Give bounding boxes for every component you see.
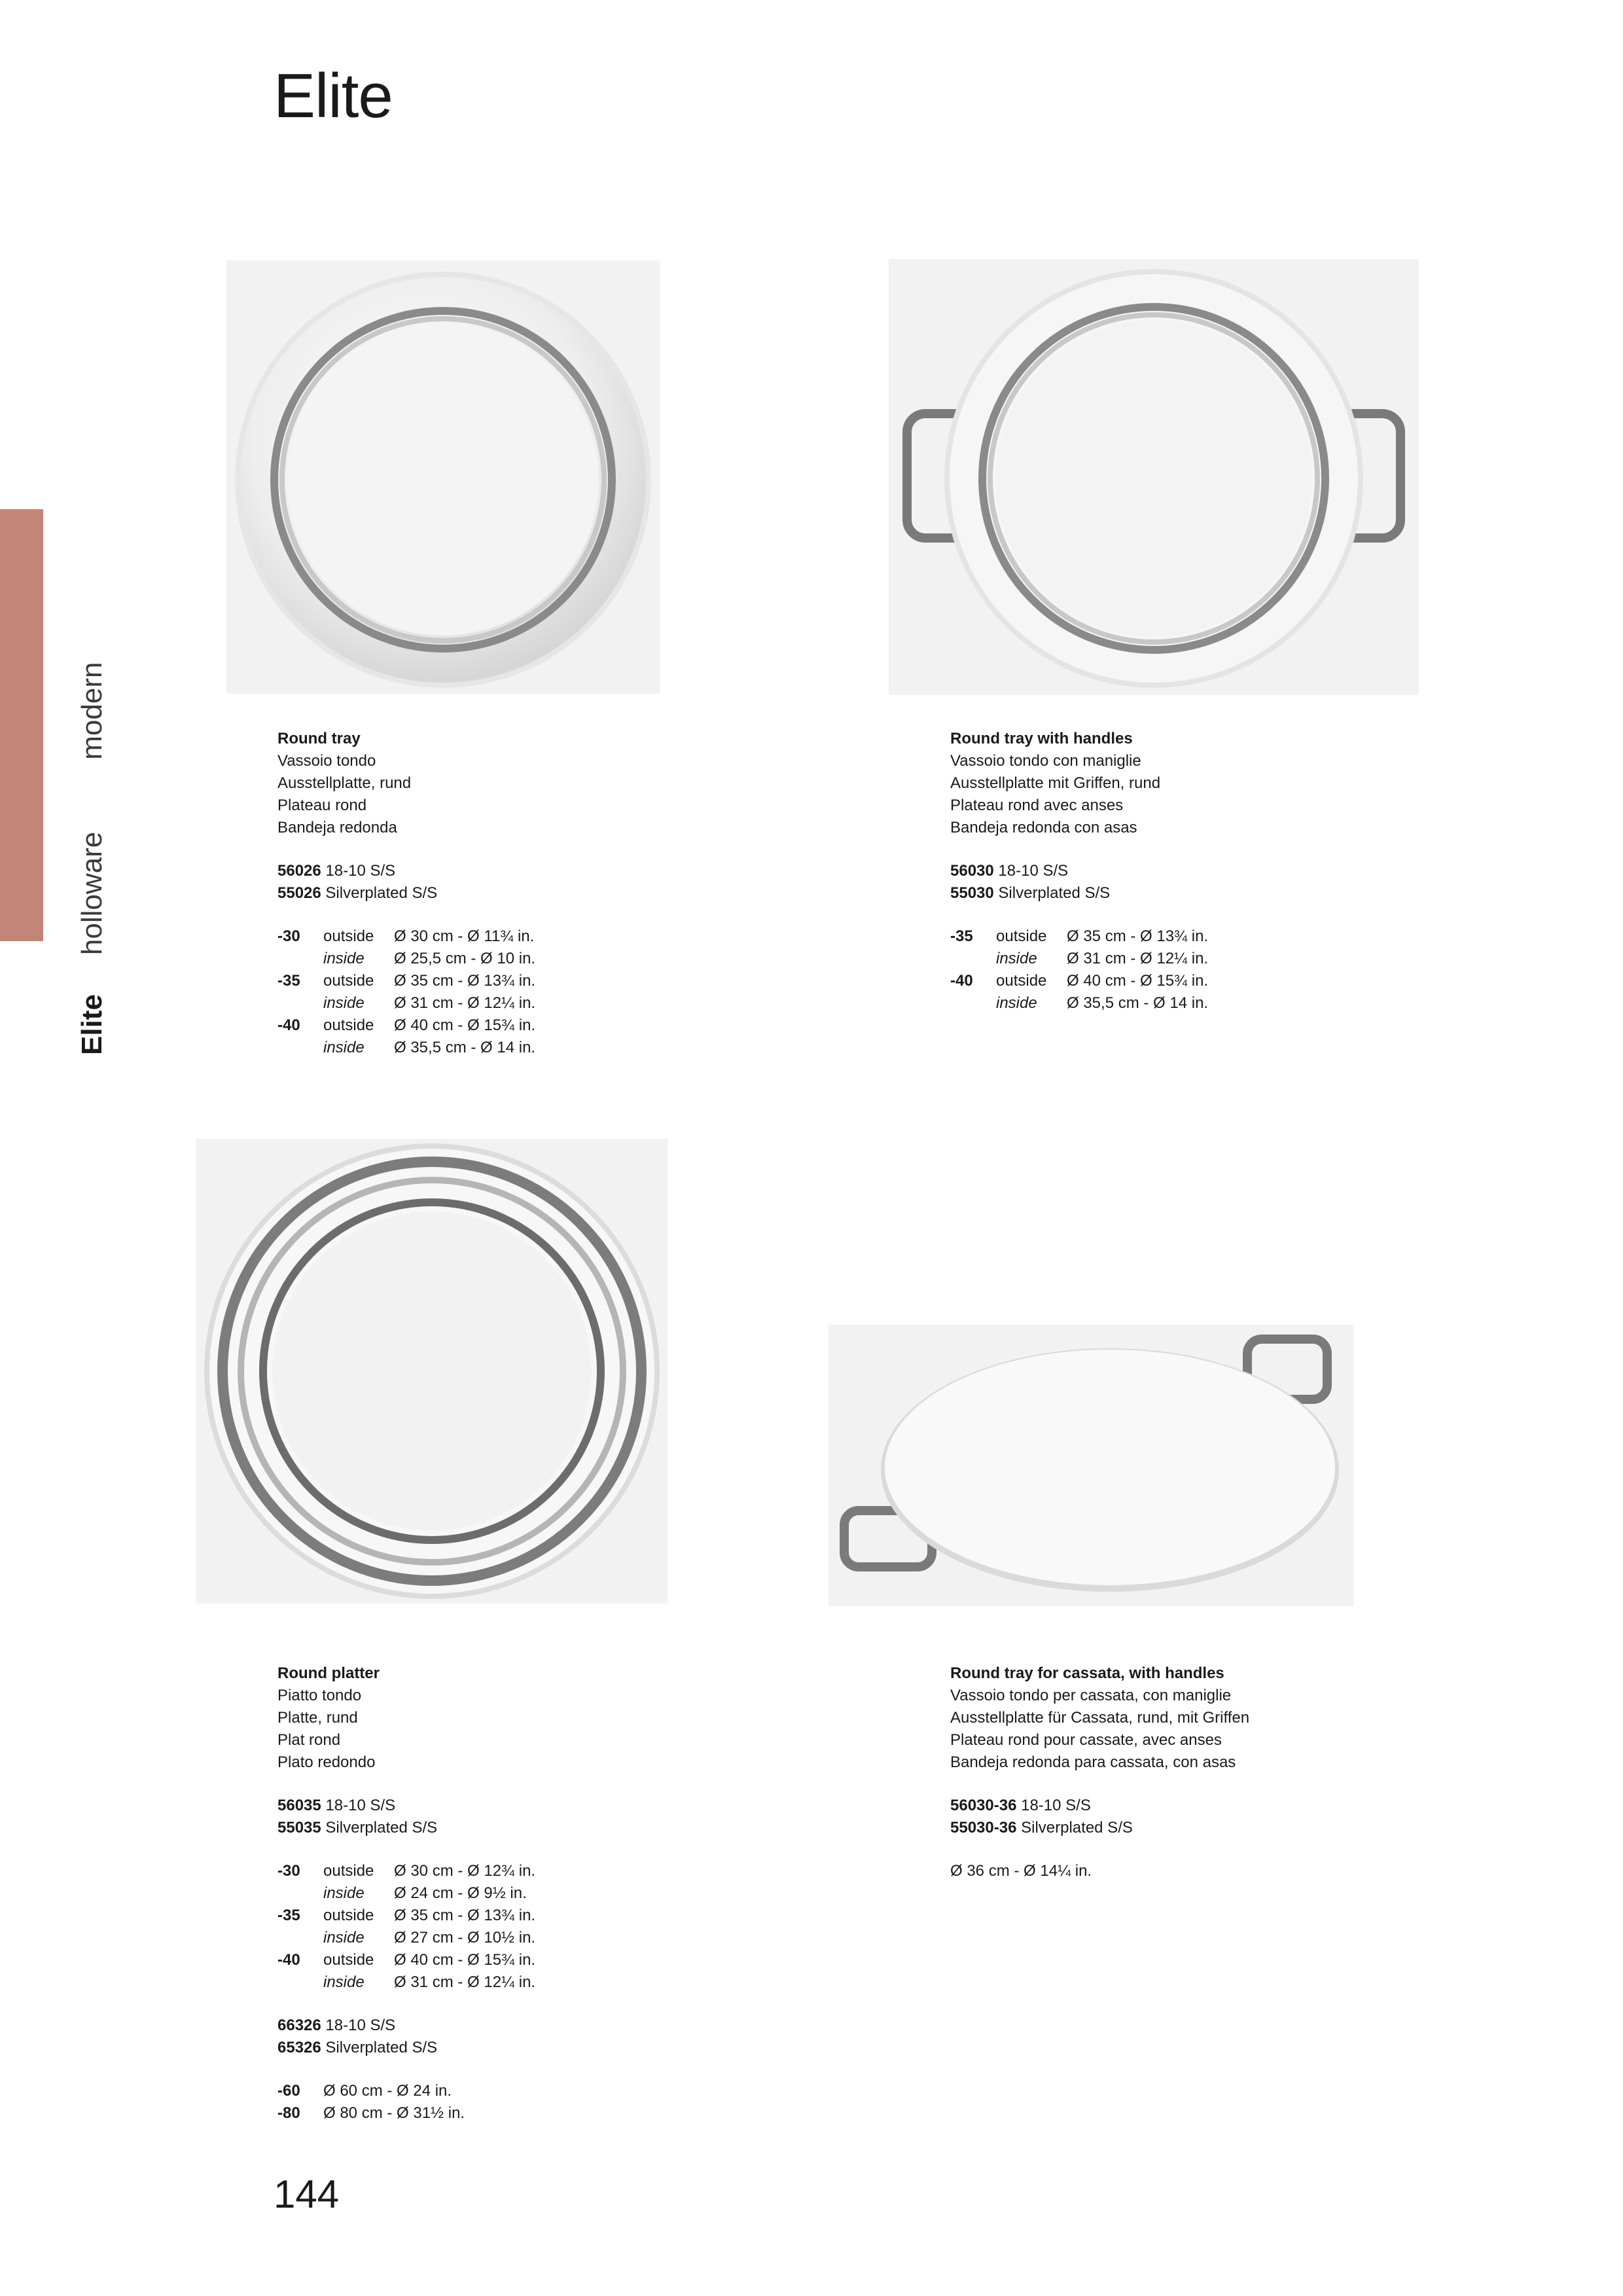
size-dims: Ø 24 cm - Ø 9½ in.	[394, 1884, 527, 1902]
product-translation: Ausstellplatte mit Griffen, rund	[950, 774, 1161, 792]
product-code-line	[277, 860, 535, 882]
size-code: -40	[277, 1951, 300, 1969]
size-label: inside	[323, 1039, 365, 1056]
size-row	[277, 992, 535, 1014]
size-dims: Ø 30 cm - Ø 12¾ in.	[394, 1862, 536, 1880]
side-nav-style[interactable]: modern	[76, 662, 108, 760]
product-translation: Plat rond	[277, 1731, 341, 1749]
product-translation: Piatto tondo	[277, 1687, 362, 1704]
size-label: inside	[323, 994, 365, 1012]
product-code-line	[950, 860, 1208, 882]
size-dims: Ø 31 cm - Ø 12¼ in.	[394, 1973, 536, 1991]
size-label: outside	[323, 1862, 374, 1880]
product-translation: Plato redondo	[277, 1753, 376, 1771]
product-material: 18-10 S/S	[325, 2017, 396, 2034]
product-material: 18-10 S/S	[1021, 1797, 1091, 1814]
product-material: Silverplated S/S	[325, 1819, 438, 1837]
product-translation: Plateau rond avec anses	[950, 797, 1124, 814]
size-dims: Ø 30 cm - Ø 11¾ in.	[394, 927, 535, 945]
size-label: outside	[996, 927, 1047, 945]
size-code: -30	[277, 927, 300, 945]
size-dims: Ø 35 cm - Ø 13¾ in.	[1067, 927, 1209, 945]
size-label: outside	[323, 927, 374, 945]
size-code: -35	[277, 1907, 300, 1924]
size-code: -40	[950, 972, 973, 990]
size-row	[277, 1014, 535, 1037]
cassata-tray-info	[950, 1662, 1249, 1882]
size-code	[277, 1971, 323, 1994]
size-label: inside	[323, 1884, 365, 1902]
size-table	[277, 1860, 535, 1994]
size-row	[950, 925, 1208, 948]
round-tray-info	[277, 728, 535, 1059]
side-nav-category[interactable]: holloware	[76, 831, 108, 956]
size-code: -30	[277, 1862, 300, 1880]
size-code	[277, 1882, 323, 1905]
product-code-line	[950, 882, 1208, 905]
round-tray-with-handles-info	[950, 728, 1208, 1014]
size-row	[950, 948, 1208, 970]
product-code-line	[277, 2037, 535, 2059]
size-row	[950, 970, 1208, 992]
size-label: outside	[323, 1951, 374, 1969]
size-table-large	[277, 2080, 465, 2125]
product-code: 56030	[950, 862, 994, 880]
product-code: 56026	[277, 862, 321, 880]
product-code: 55035	[277, 1819, 321, 1837]
product-name: Round platter	[277, 1664, 380, 1682]
size-row	[277, 1860, 535, 1882]
size-dims: Ø 60 cm - Ø 24 in.	[323, 2082, 452, 2100]
product-name: Round tray with handles	[950, 730, 1133, 747]
size-dims: Ø 40 cm - Ø 15¾ in.	[1067, 972, 1209, 990]
size-row	[277, 1971, 535, 1994]
size-dims: Ø 40 cm - Ø 15¾ in.	[394, 1016, 536, 1034]
product-code: 55030	[950, 884, 994, 902]
round-tray-with-handles-photo	[889, 259, 1419, 695]
size-row	[277, 1882, 535, 1905]
product-translation: Bandeja redonda para cassata, con asas	[950, 1753, 1236, 1771]
size-dims: Ø 35,5 cm - Ø 14 in.	[1067, 994, 1209, 1012]
product-material: Silverplated S/S	[325, 2039, 438, 2056]
product-code-line	[950, 1817, 1249, 1839]
product-name: Round tray for cassata, with handles	[950, 1664, 1224, 1682]
size-label: outside	[996, 972, 1047, 990]
size-code: -80	[277, 2104, 300, 2122]
product-code: 55030-36	[950, 1819, 1017, 1837]
product-code-line	[950, 1795, 1249, 1817]
size-row	[950, 992, 1208, 1014]
product-code: 55026	[277, 884, 321, 902]
size-row	[277, 1949, 535, 1971]
size-dims: Ø 27 cm - Ø 10½ in.	[394, 1929, 536, 1946]
size-dims: Ø 25,5 cm - Ø 10 in.	[394, 950, 536, 967]
product-code-line	[277, 1795, 535, 1817]
size-code	[277, 948, 323, 970]
product-material: Silverplated S/S	[998, 884, 1111, 902]
product-material: 18-10 S/S	[325, 1797, 396, 1814]
product-translation: Plateau rond	[277, 797, 367, 814]
product-code: 56030-36	[950, 1797, 1017, 1814]
size-row	[277, 925, 535, 948]
size-row	[277, 1927, 535, 1949]
round-tray-photo	[226, 260, 660, 694]
size-code	[950, 992, 996, 1014]
size-label: outside	[323, 1016, 374, 1034]
product-translation: Ausstellplatte für Cassata, rund, mit Griffen	[950, 1709, 1250, 1727]
cassata-tray-photo	[829, 1325, 1353, 1606]
page-number: 144	[274, 2172, 340, 2216]
product-material: 18-10 S/S	[325, 862, 396, 880]
size-code: -35	[277, 972, 300, 990]
size-code: -60	[277, 2082, 300, 2100]
size-dims: Ø 35 cm - Ø 13¾ in.	[394, 1907, 536, 1924]
size-code	[950, 948, 996, 970]
product-code-line	[277, 1817, 535, 1839]
size-dims: Ø 35 cm - Ø 13¾ in.	[394, 972, 536, 990]
product-code-line	[277, 882, 535, 905]
size-dims: Ø 31 cm - Ø 12¼ in.	[394, 994, 536, 1012]
size-dims: Ø 80 cm - Ø 31½ in.	[323, 2104, 465, 2122]
size-code: -35	[950, 927, 973, 945]
product-translation: Vassoio tondo con maniglie	[950, 752, 1141, 770]
size-row	[277, 948, 535, 970]
product-translation: Bandeja redonda con asas	[950, 819, 1137, 836]
product-code-line	[277, 2015, 535, 2037]
round-platter-info	[277, 1662, 535, 2125]
size-code	[277, 1927, 323, 1949]
size-label: inside	[996, 994, 1037, 1012]
product-translation: Plateau rond pour cassate, avec anses	[950, 1731, 1222, 1749]
size-label: inside	[323, 950, 365, 967]
size-code	[277, 992, 323, 1014]
page-title: Elite	[274, 61, 393, 131]
size-label: inside	[996, 950, 1037, 967]
section-accent-bar	[0, 509, 43, 941]
size-label: inside	[323, 1973, 365, 1991]
side-nav-section[interactable]: Elite	[76, 994, 108, 1055]
size-label: inside	[323, 1929, 365, 1946]
size-label: outside	[323, 972, 374, 990]
size-dims: Ø 36 cm - Ø 14¼ in.	[950, 1862, 1092, 1880]
round-platter-photo	[196, 1139, 668, 1604]
size-dims: Ø 40 cm - Ø 15¾ in.	[394, 1951, 536, 1969]
side-section-nav	[62, 518, 122, 1055]
size-row	[277, 1037, 535, 1059]
size-table	[277, 925, 535, 1059]
product-translation: Platte, rund	[277, 1709, 358, 1727]
size-row	[277, 1905, 535, 1927]
product-code: 66326	[277, 2017, 321, 2034]
product-translation: Vassoio tondo per cassata, con maniglie	[950, 1687, 1232, 1704]
product-translation: Vassoio tondo	[277, 752, 376, 770]
size-code: -40	[277, 1016, 300, 1034]
product-name: Round tray	[277, 730, 361, 747]
size-row	[277, 2080, 465, 2102]
product-material: Silverplated S/S	[325, 884, 438, 902]
product-code: 56035	[277, 1797, 321, 1814]
size-dims: Ø 35,5 cm - Ø 14 in.	[394, 1039, 536, 1056]
product-code: 65326	[277, 2039, 321, 2056]
product-translation: Bandeja redonda	[277, 819, 397, 836]
size-label: outside	[323, 1907, 374, 1924]
product-translation: Ausstellplatte, rund	[277, 774, 412, 792]
size-table	[950, 925, 1208, 1014]
product-material: Silverplated S/S	[1021, 1819, 1133, 1837]
size-code	[277, 1037, 323, 1059]
product-material: 18-10 S/S	[998, 862, 1069, 880]
size-row	[277, 970, 535, 992]
size-dims: Ø 31 cm - Ø 12¼ in.	[1067, 950, 1209, 967]
size-row	[277, 2102, 465, 2125]
